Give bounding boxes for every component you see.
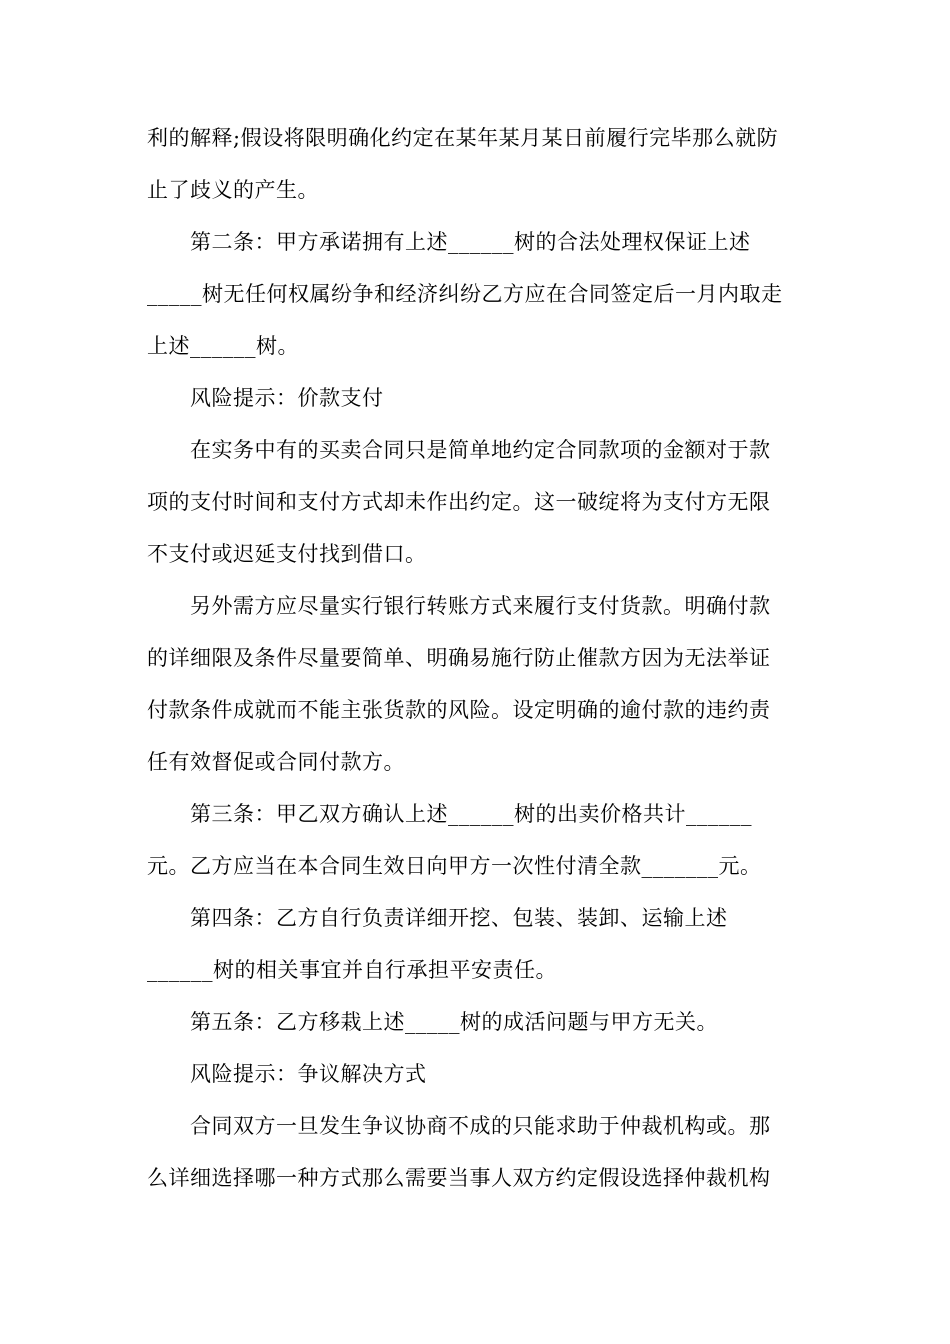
text-line: 的详细限及条件尽量要简单、明确易施行防止催款方因为无法举证 xyxy=(147,646,771,670)
article-4-line: 第四条：乙方自行负责详细开挖、包装、装卸、运输上述 xyxy=(190,906,728,930)
risk-heading-dispute: 风险提示：争议解决方式 xyxy=(190,1062,427,1086)
text-line: 止了歧义的产生。 xyxy=(147,178,319,202)
text-line: 上述______树。 xyxy=(147,334,299,358)
article-5-line: 第五条：乙方移栽上述_____树的成活问题与甲方无关。 xyxy=(190,1010,718,1034)
text-line: 另外需方应尽量实行银行转账方式来履行支付货款。明确付款 xyxy=(190,594,771,618)
text-line: 利的解释;假设将限明确化约定在某年某月某日前履行完毕那么就防 xyxy=(147,126,779,150)
text-line: 付款条件成就而不能主张货款的风险。设定明确的逾付款的违约责 xyxy=(147,698,771,722)
text-line: 不支付或迟延支付找到借口。 xyxy=(147,542,427,566)
text-line: _____树无任何权属纷争和经济纠纷乙方应在合同签定后一月内取走 xyxy=(147,282,783,306)
text-line: 任有效督促或合同付款方。 xyxy=(147,750,405,774)
text-line: ______树的相关事宜并自行承担平安责任。 xyxy=(147,958,557,982)
text-line: 么详细选择哪一种方式那么需要当事人双方约定假设选择仲裁机构 xyxy=(147,1166,771,1190)
article-2-line: 第二条：甲方承诺拥有上述______树的合法处理权保证上述 xyxy=(190,230,751,254)
document-body xyxy=(147,112,807,1204)
text-line: 元。乙方应当在本合同生效日向甲方一次性付清全款_______元。 xyxy=(147,854,762,878)
risk-heading-payment: 风险提示：价款支付 xyxy=(190,386,384,410)
text-line: 项的支付时间和支付方式却未作出约定。这一破绽将为支付方无限 xyxy=(147,490,771,514)
text-line: 在实务中有的买卖合同只是简单地约定合同款项的金额对于款 xyxy=(190,438,771,462)
text-line: 合同双方一旦发生争议协商不成的只能求助于仲裁机构或。那 xyxy=(190,1114,771,1138)
article-3-line: 第三条：甲乙双方确认上述______树的出卖价格共计______ xyxy=(190,802,752,826)
